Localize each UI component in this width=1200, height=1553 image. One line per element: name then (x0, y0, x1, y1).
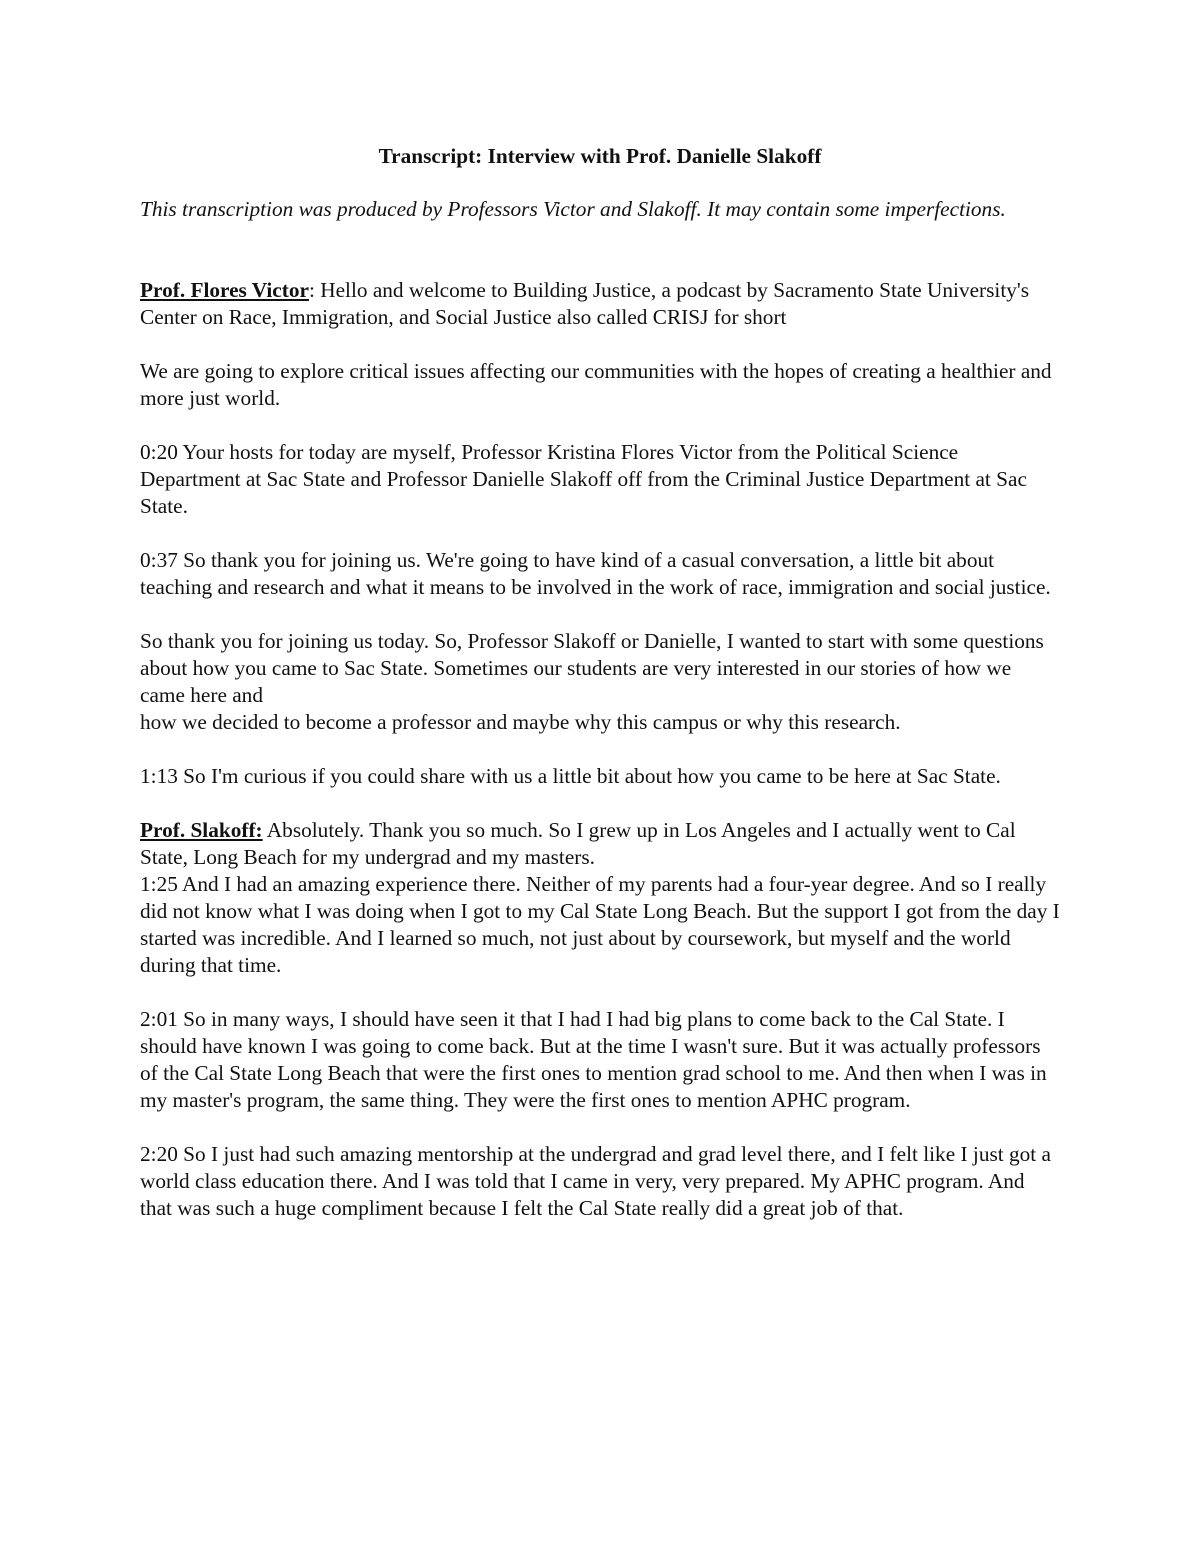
document-page (140, 143, 1060, 1222)
spacer (140, 601, 1060, 628)
paragraph-3: 0:20 Your hosts for today are myself, Professor Kristina Flores Victor from the Political Science Department at Sac State and Professor Danielle Slakoff off from the Criminal Justice Department at Sac State. (140, 440, 1027, 518)
spacer (140, 979, 1060, 1006)
transcription-note: This transcription was produced by Professors Victor and Slakoff. It may contain some imperfections. (140, 197, 1006, 221)
spacer (140, 736, 1060, 763)
paragraph-6: 1:13 So I'm curious if you could share with us a little bit about how you came to be here at Sac State. (140, 764, 1001, 788)
paragraph-8: 2:01 So in many ways, I should have seen it that I had I had big plans to come back to the Cal State. I should have known I was going to come back. But at the time I wasn't sure. But it was actually professors of the Cal State Long Beach that were the first ones to mention grad school to me. And then when I was in my master's program, the same thing. They were the first ones to mention APHC program. (140, 1007, 1047, 1112)
document-title: Transcript: Interview with Prof. Danielle Slakoff (378, 144, 822, 168)
paragraph-5-continued: how we decided to become a professor and maybe why this campus or why this research. (140, 710, 901, 734)
spacer (140, 412, 1060, 439)
spacer (140, 790, 1060, 817)
paragraph-5: So thank you for joining us today. So, Professor Slakoff or Danielle, I wanted to start with some questions about how you came to Sac State. Sometimes our students are very interested in our stories of how we came here and (140, 629, 1044, 707)
paragraph-9: 2:20 So I just had such amazing mentorship at the undergrad and grad level there, and I felt like I just got a world class education there. And I was told that I came in very, very prepared. My APHC program. And that was such a huge compliment because I felt the Cal State really did a great job of that. (140, 1142, 1051, 1220)
spacer (140, 1114, 1060, 1141)
paragraph-7 (140, 817, 1060, 871)
paragraph-2: We are going to explore critical issues affecting our communities with the hopes of creating a healthier and more just world. (140, 359, 1052, 410)
paragraph-7-continued: 1:25 And I had an amazing experience there. Neither of my parents had a four-year degree. And so I really did not know what I was doing when I got to my Cal State Long Beach. But the support I got from the day I started was incredible. And I learned so much, not just about by coursework, but myself and the world during that time. (140, 872, 1060, 977)
speaker-label-victor: Prof. Flores Victor (140, 278, 309, 302)
spacer (140, 223, 1060, 277)
paragraph-1 (140, 277, 1060, 331)
spacer (140, 331, 1060, 358)
paragraph-7-text: Absolutely. Thank you so much. So I grew up in Los Angeles and I actually went to Cal State, Long Beach for my undergrad and my masters. (140, 818, 1016, 869)
spacer (140, 520, 1060, 547)
paragraph-4: 0:37 So thank you for joining us. We're going to have kind of a casual conversation, a little bit about teaching and research and what it means to be involved in the work of race, immigration and social justice. (140, 548, 1051, 599)
speaker-label-slakoff: Prof. Slakoff: (140, 818, 263, 842)
paragraph-1-text: : Hello and welcome to Building Justice, a podcast by Sacramento State University's Center on Race, Immigration, and Social Justice also called CRISJ for short (140, 278, 1030, 329)
